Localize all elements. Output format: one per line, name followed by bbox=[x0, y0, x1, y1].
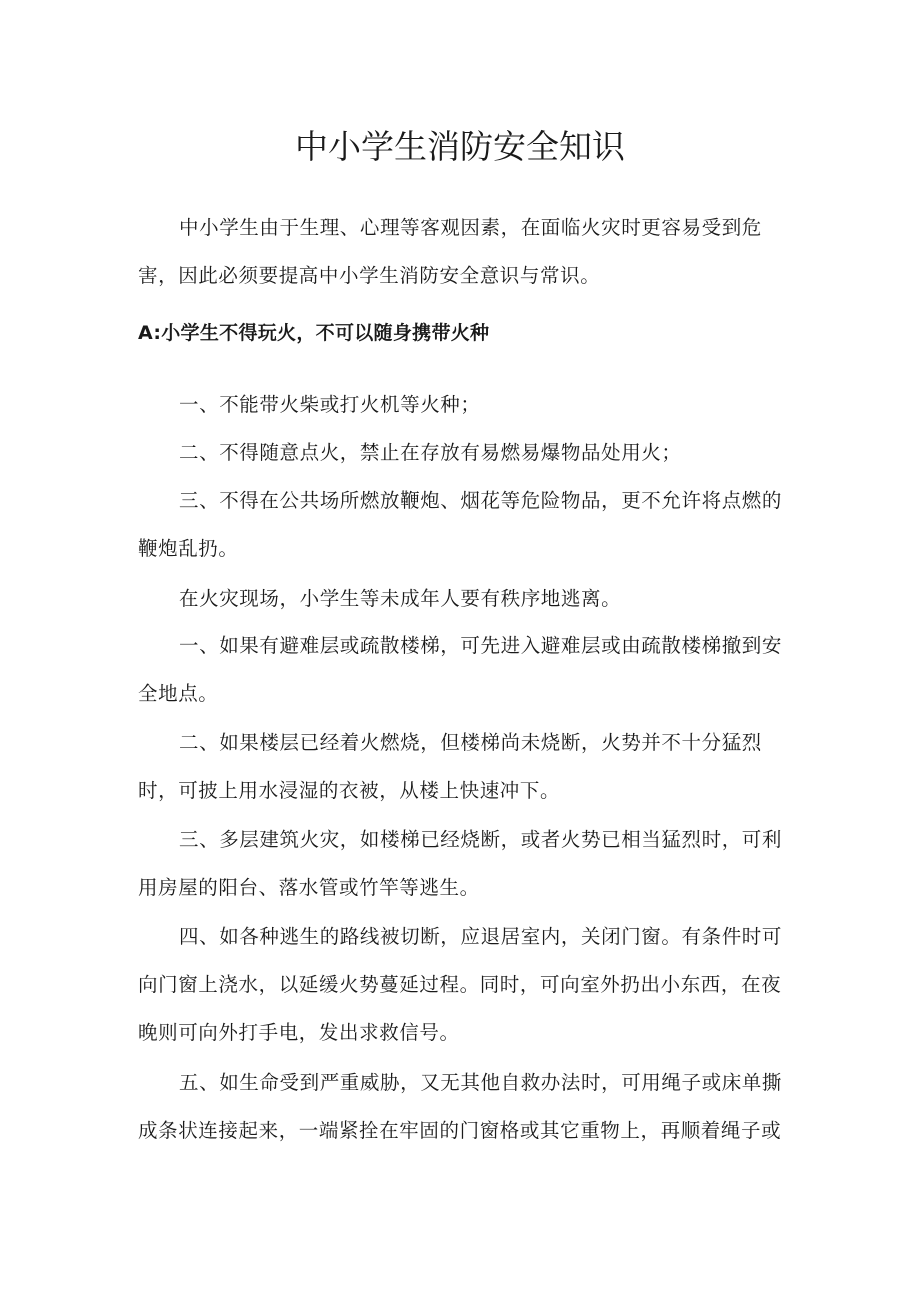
escape-step-3: 三、多层建筑火灾，如楼梯已经烧断，或者火势已相当猛烈时，可利用房屋的阳台、落水管或竹竿等逃生。 bbox=[138, 828, 783, 899]
document-title: 中小学生消防安全知识 bbox=[295, 127, 625, 166]
intro-paragraph: 中小学生由于生理、心理等客观因素，在面临火灾时更容易受到危害，因此必须要提高中小学生消防安全意识与常识。 bbox=[138, 216, 762, 287]
escape-step-1: 一、如果有避难层或疏散楼梯，可先进入避难层或由疏散楼梯撤到安全地点。 bbox=[138, 634, 783, 705]
rule-item-3: 三、不得在公共场所燃放鞭炮、烟花等危险物品，更不允许将点燃的鞭炮乱扔。 bbox=[138, 489, 783, 560]
rule-item-2: 二、不得随意点火，禁止在存放有易燃易爆物品处用火； bbox=[179, 441, 682, 464]
escape-step-2: 二、如果楼层已经着火燃烧，但楼梯尚未烧断，火势并不十分猛烈时，可披上用水浸湿的衣被，从楼上快速冲下。 bbox=[138, 731, 762, 802]
escape-step-5: 五、如生命受到严重威胁，又无其他自救办法时，可用绳子或床单撕成条状连接起来，一端紧拴在牢固的门窗格或其它重物上，再顺着绳子或 bbox=[138, 1071, 783, 1142]
escape-step-4: 四、如各种逃生的路线被切断，应退居室内，关闭门窗。有条件时可向门窗上浇水，以延缓火势蔓延过程。同时，可向室外扔出小东西，在夜晚则可向外打手电，发出求救信号。 bbox=[138, 925, 783, 1044]
escape-intro-paragraph: 在火灾现场，小学生等未成年人要有秩序地逃离。 bbox=[179, 587, 622, 610]
rule-item-1: 一、不能带火柴或打火机等火种； bbox=[179, 393, 481, 416]
section-a-heading: A:小学生不得玩火，不可以随身携带火种 bbox=[138, 322, 490, 344]
